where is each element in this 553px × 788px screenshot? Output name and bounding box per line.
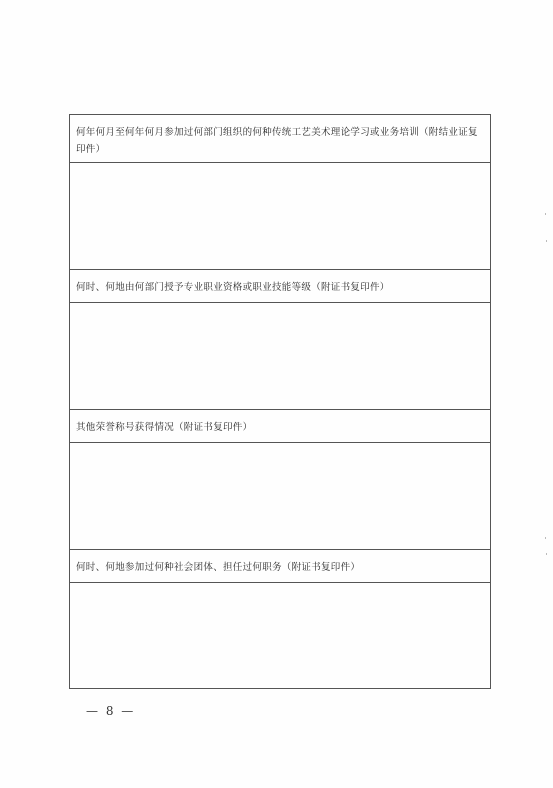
scan-speck: [546, 240, 547, 242]
section-body-training[interactable]: [70, 163, 490, 269]
section-body-social-groups[interactable]: [70, 583, 490, 688]
page-number: — 8 —: [86, 704, 136, 718]
form-table: [69, 114, 491, 689]
section-label-qualification: 何时、何地由何部门授予专业职业资格或职业技能等级（附证书复印件）: [70, 269, 490, 303]
section-label-honors: 其他荣誉称号获得情况（附证书复印件）: [70, 409, 490, 443]
section-label-social-groups: 何时、何地参加过何种社会团体、担任过何职务（附证书复印件）: [70, 549, 490, 583]
section-label-training: 何年何月至何年何月参加过何部门组织的何种传统工艺美术理论学习或业务培训（附结业证复印件）: [70, 115, 490, 163]
section-body-honors[interactable]: [70, 443, 490, 549]
scan-speck: [546, 553, 547, 555]
scan-speck: [545, 213, 546, 215]
section-body-qualification[interactable]: [70, 303, 490, 409]
scan-speck: [545, 537, 546, 539]
